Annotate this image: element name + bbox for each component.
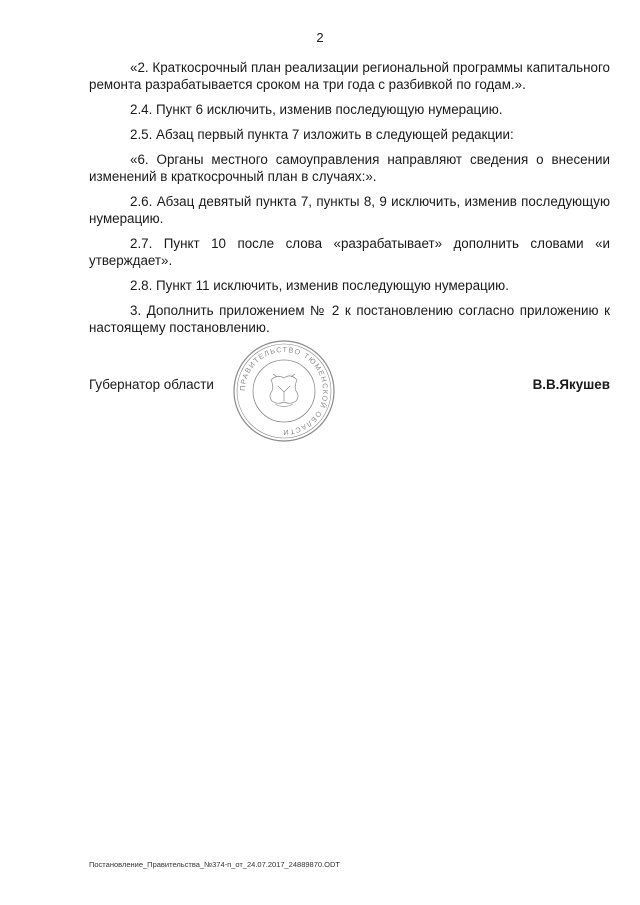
seal-text: ПРАВИТЕЛЬСТВО ТЮМЕНСКОЙ ОБЛАСТИ xyxy=(237,344,331,438)
document-body xyxy=(89,59,610,344)
signatory-name: В.В.Якушев xyxy=(532,377,610,392)
page-number: 2 xyxy=(316,30,324,45)
paragraph-quote-6: «6. Органы местного самоуправления направляют сведения о внесении изменений в краткосрочный план в случаях:». xyxy=(89,152,610,184)
paragraph-2-5: 2.5. Абзац первый пункта 7 изложить в следующей редакции: xyxy=(130,127,514,142)
document-footer: Постановление_Правительства_№374-п_от_24.07.2017_24889870.ODT xyxy=(89,860,340,869)
paragraph-2-4: 2.4. Пункт 6 исключить, изменив последующую нумерацию. xyxy=(130,102,503,117)
paragraph-short-term-plan: «2. Краткосрочный план реализации региональной программы капитального ремонта разрабатывается сроком на три года с разбивкой по годам.». xyxy=(89,60,610,92)
paragraph-2-6: 2.6. Абзац девятый пункта 7, пункты 8, 9 исключить, изменив последующую нумерацию. xyxy=(89,194,610,226)
paragraph-2-8: 2.8. Пункт 11 исключить, изменив последующую нумерацию. xyxy=(130,278,509,293)
paragraph-3: 3. Дополнить приложением № 2 к постановлению согласно приложению к настоящему постановлению. xyxy=(89,303,610,335)
signatory-position: Губернатор области xyxy=(89,377,214,392)
signature-block xyxy=(89,376,610,396)
paragraph-2-7: 2.7. Пункт 10 после слова «разрабатывает» дополнить словами «и утверждает». xyxy=(89,236,610,268)
